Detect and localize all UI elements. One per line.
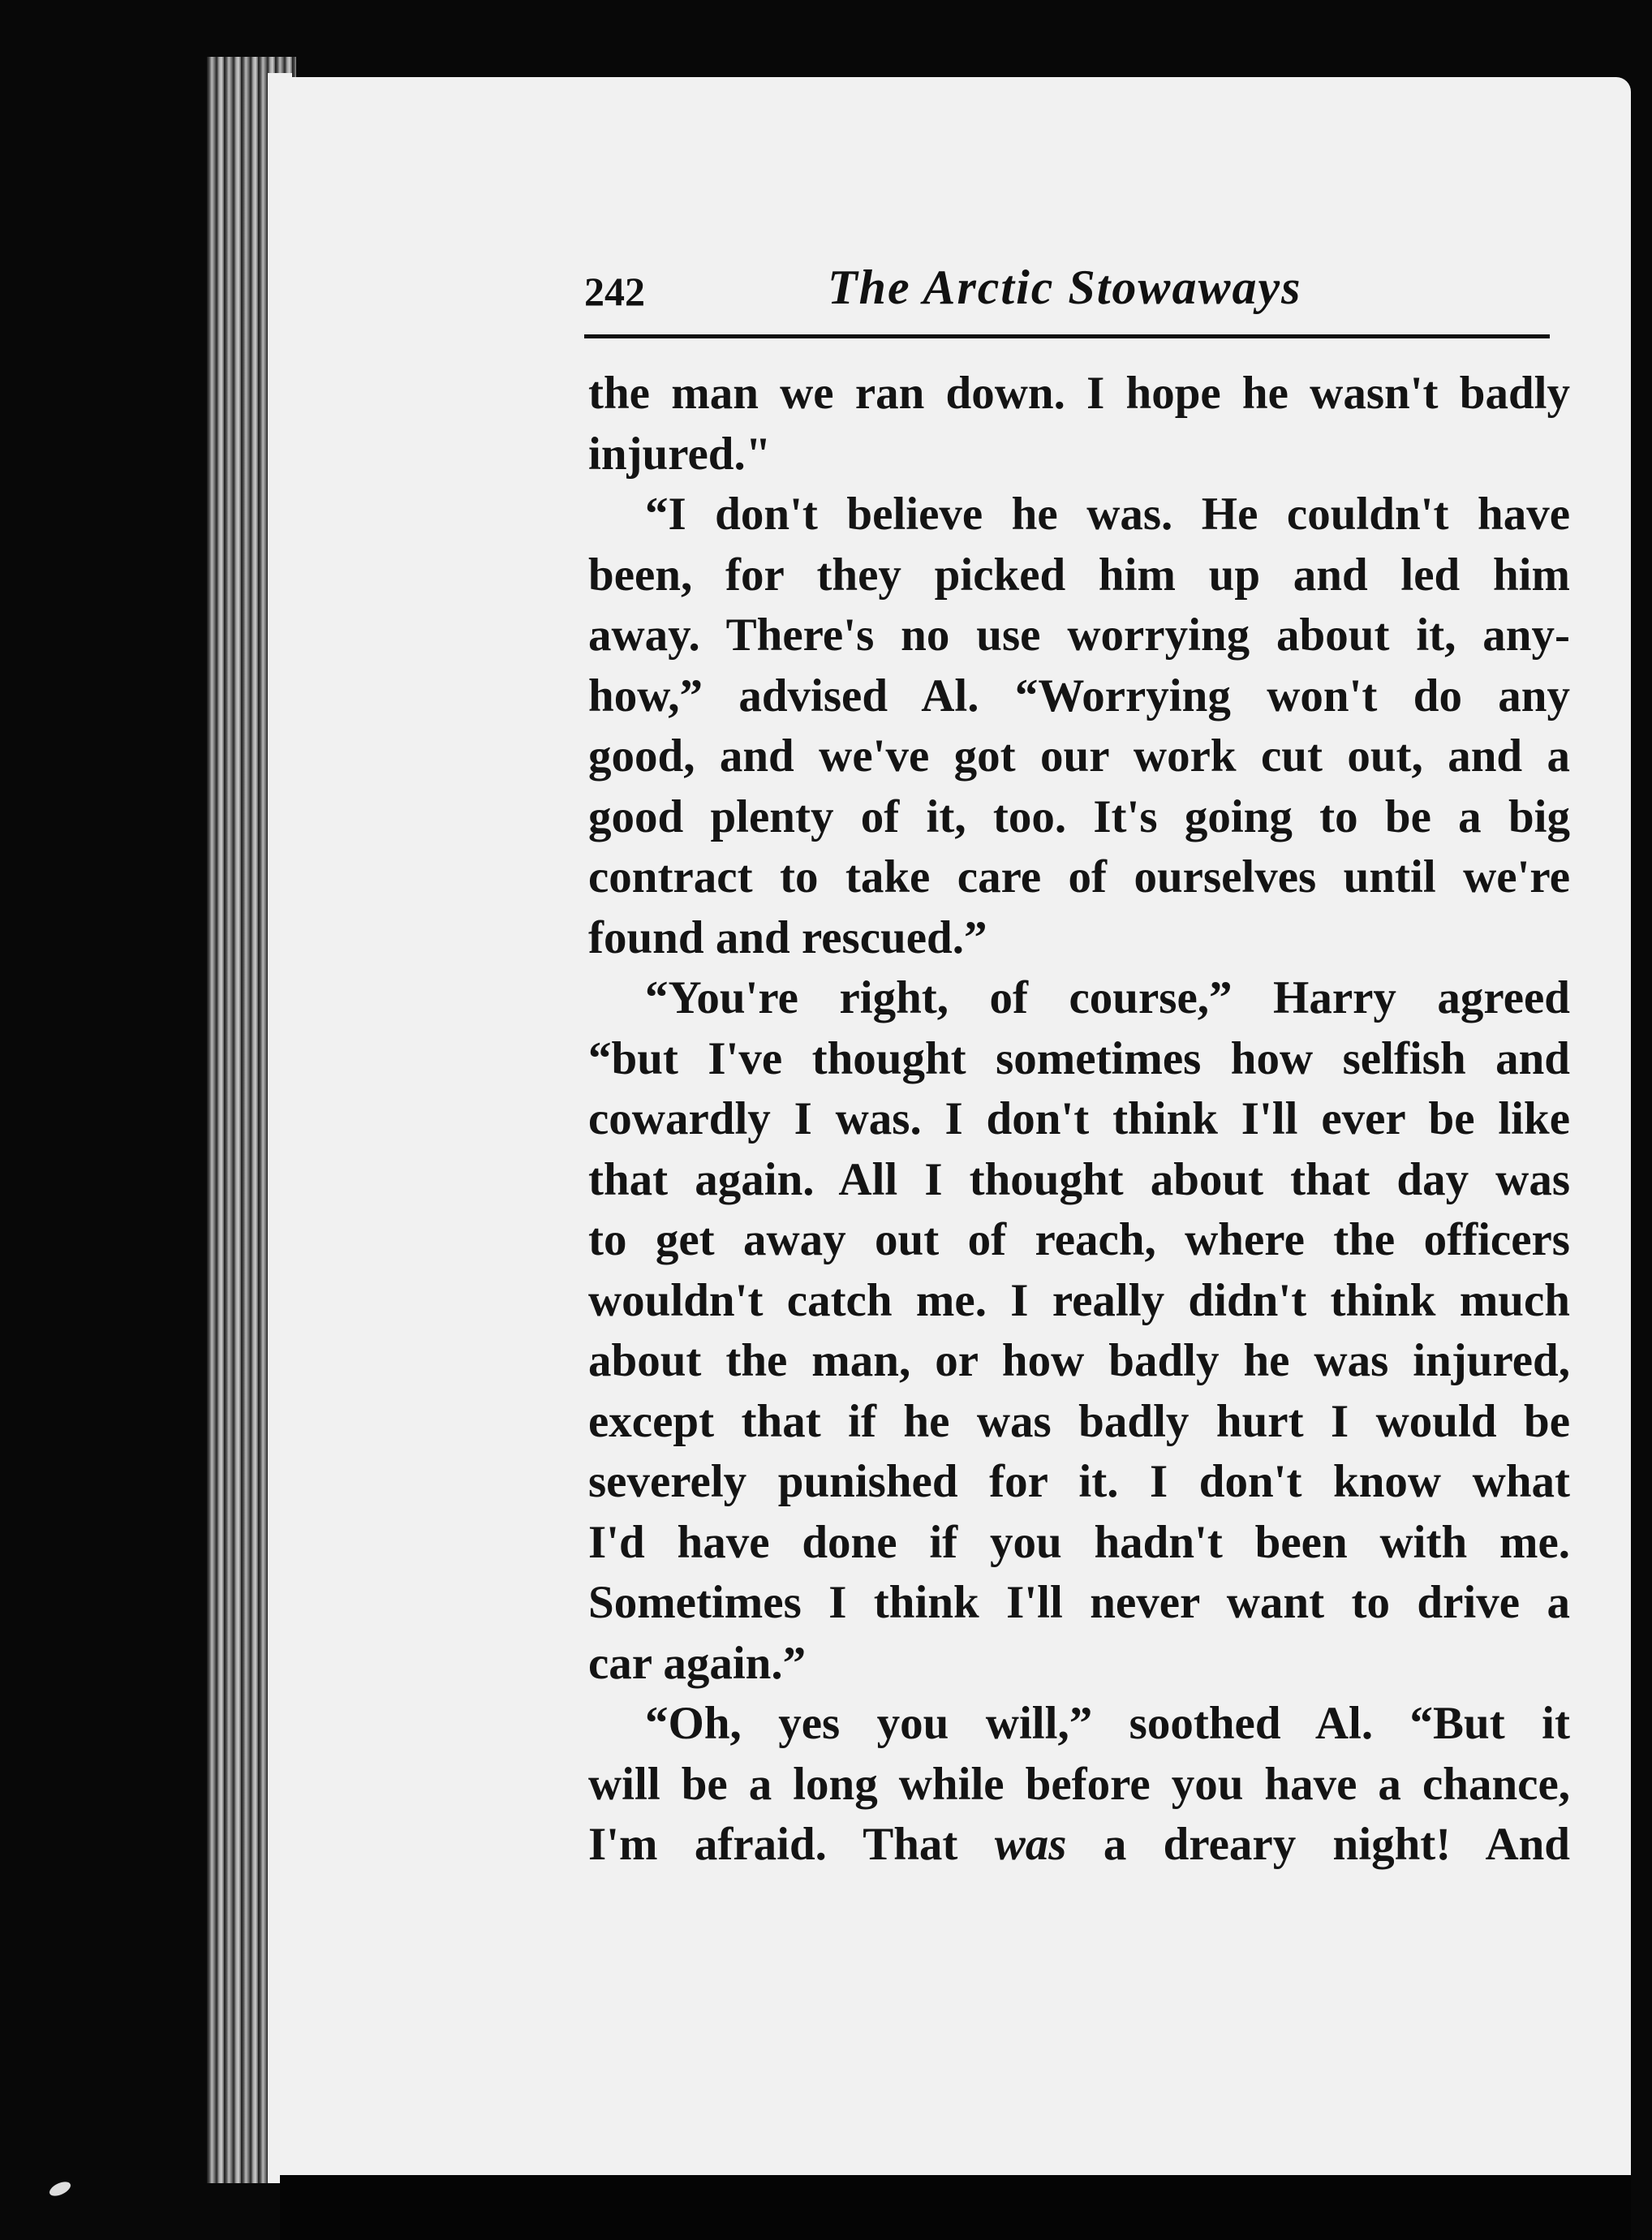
text-fragment: a dreary night! And [1103, 1819, 1571, 1870]
text-line: “Oh, yes you will,” soothed Al. “But it [645, 1698, 1570, 1749]
text-line: wouldn't catch me. I really didn't think much [588, 1274, 1570, 1326]
text-line: I'd have done if you hadn't been with me. [588, 1516, 1570, 1568]
text-line: found and rescued.” [588, 911, 987, 963]
text-line: that again. All I thought about that day was [588, 1153, 1570, 1205]
text-line: cowardly I was. I don't think I'll ever be like [588, 1093, 1570, 1144]
body-text [588, 364, 1570, 1876]
text-line: Sometimes I think I'll never want to drive a [588, 1577, 1570, 1628]
text-line: will be a long while before you have a chance, [588, 1758, 1570, 1810]
text-line: the man we ran down. I hope he wasn't badly [588, 368, 1570, 419]
page-number: 242 [584, 269, 645, 314]
emphasized-word: was [994, 1819, 1067, 1870]
dust-speck [47, 2179, 72, 2199]
bottom-shadow [280, 2175, 1631, 2240]
text-line-with-emphasis [588, 1815, 1570, 1876]
text-line: “but I've thought sometimes how selfish and [588, 1032, 1570, 1084]
text-line: car again.” [588, 1637, 807, 1689]
text-line: “You're right, of course,” Harry agreed [645, 972, 1570, 1023]
text-line: about the man, or how badly he was injured, [588, 1335, 1570, 1386]
running-title: The Arctic Stowaways [828, 261, 1302, 314]
text-fragment: I'm afraid. That [588, 1819, 958, 1870]
text-line: been, for they picked him up and led him [588, 549, 1570, 601]
text-line: severely punished for it. I don't know what [588, 1456, 1570, 1507]
text-line: contract to take care of ourselves until we're [588, 851, 1570, 902]
text-line: “I don't believe he was. He couldn't have [645, 489, 1570, 540]
text-line: good, and we've got our work cut out, and a [588, 730, 1570, 782]
text-line: away. There's no use worrying about it, any- [588, 610, 1570, 661]
running-header [584, 260, 1550, 338]
text-line: except that if he was badly hurt I would be [588, 1395, 1570, 1447]
text-line: how,” advised Al. “Worrying won't do any [588, 670, 1570, 722]
text-line: to get away out of reach, where the officers [588, 1214, 1570, 1265]
text-line: injured." [588, 428, 772, 480]
text-line: good plenty of it, too. It's going to be a big [588, 790, 1570, 842]
